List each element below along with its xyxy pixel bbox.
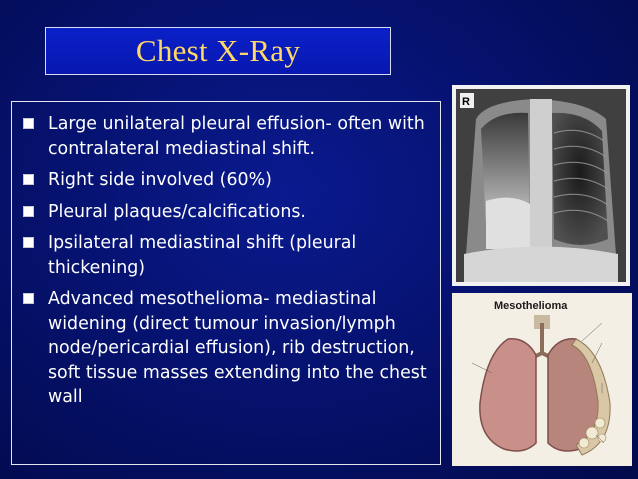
bullet-item	[20, 287, 440, 410]
square-bullet-icon	[23, 206, 34, 217]
bullet-text: Pleural plaques/calcifications.	[48, 201, 306, 222]
mesothelioma-graphic	[452, 293, 632, 466]
bullet-text: Ipsilateral mediastinal shift (pleural thickening)	[48, 233, 357, 278]
square-bullet-icon	[23, 118, 34, 129]
bullet-text: Large unilateral pleural effusion- often with contralateral mediastinal shift.	[48, 114, 425, 159]
square-bullet-icon	[23, 237, 34, 248]
bullet-list-box	[11, 101, 441, 465]
square-bullet-icon	[23, 174, 34, 185]
xray-marker-label: R	[462, 96, 470, 108]
bullet-text: Right side involved (60%)	[48, 170, 272, 190]
square-bullet-icon	[23, 293, 34, 304]
bullet-list	[12, 102, 440, 410]
bullet-item	[20, 200, 440, 225]
slide-title: Chest X-Ray	[135, 33, 301, 68]
mesothelioma-diagram	[452, 293, 632, 466]
bullet-item	[20, 168, 440, 193]
mesothelioma-diagram-title: Mesothelioma	[494, 300, 568, 312]
bullet-item	[20, 231, 440, 280]
bullet-text: Advanced mesothelioma- mediastinal widening (direct tumour invasion/lymph node/pericardial effusion), rib destruction, soft tissue masses extending into the chest wall	[48, 289, 427, 407]
xray-graphic	[456, 89, 626, 282]
bullet-item	[20, 112, 440, 161]
chest-xray-image	[452, 85, 630, 286]
slide-title-box	[45, 27, 391, 75]
